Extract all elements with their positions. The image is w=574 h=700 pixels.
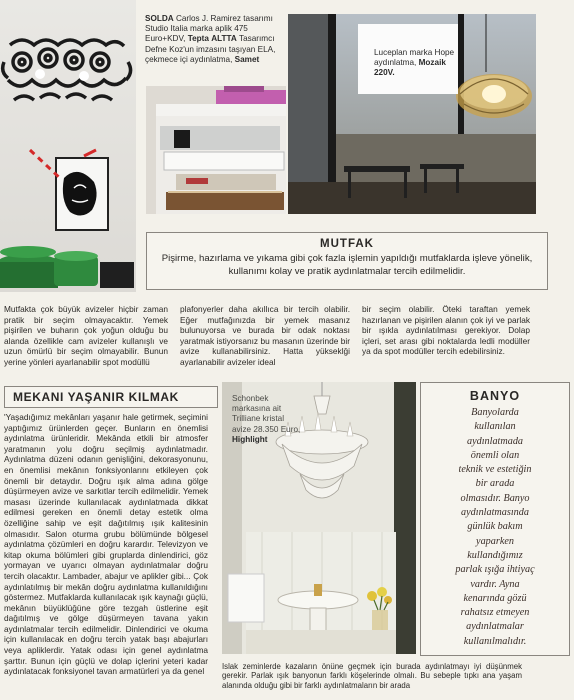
hope-lamp-illustration: [288, 14, 536, 214]
banyo-line: rahatsız etmeyen: [460, 607, 530, 619]
solda-brand: Tepta: [187, 34, 209, 44]
banyo-line: kullandığımız: [467, 549, 523, 561]
banyo-line: aydınlatmalar: [466, 621, 524, 633]
banyo-line: Banyolarda: [471, 407, 519, 418]
banyo-line: aydınlatmada: [466, 435, 524, 447]
solda-caption: [145, 14, 285, 65]
mutfak-box: [146, 232, 548, 290]
hope-brand: Mozaik: [418, 58, 446, 68]
banyo-line: kenarında gözü: [463, 592, 527, 604]
solda-text: Carlos J. Ramirez tasarımı Studio Italia marka aplik 475 Euro+KDV,: [145, 14, 273, 44]
wall-lamp-photo: [0, 0, 136, 292]
mutfak-column-3: bir seçim olabilir. Öteki taraftan yemek hazırlanan ve pişirilen alanın çok iyi ve parlak bir ışıkla aydınlatılması gerekiyor. Dolap içleri, set arası gibi noktalarda ledli modüller ya da spot modüller tercih edebilirsiniz.: [362, 304, 530, 357]
banyo-heading: BANYO: [469, 389, 521, 403]
banyo-line: olmasıdır. Banyo: [460, 492, 530, 504]
schonbek-caption: [232, 394, 302, 445]
mutfak-heading: MUTFAK: [320, 238, 374, 250]
hope-text: Luceplan marka Hope aydınlatma,: [374, 48, 455, 68]
hope-lamp-photo: [288, 14, 536, 214]
banyo-line: yaparken: [476, 535, 514, 547]
mutfak-column-2: plafonyerler daha akıllıca bir tercih olabilir. Eğer mutfağınızda bir yemek masanız bulunuyorsa ve burada bir odak noktası yaratmak istiyorsanız bu masanın üzerinde bir avize kullanabilirsiniz. Hatta yükseklği ayarlanabilir avizeler ideal: [180, 304, 350, 367]
drawer-photo: [146, 86, 286, 214]
solda-label: SOLDA: [145, 14, 174, 23]
drawer-illustration: [146, 86, 286, 214]
banyo-line: vardır. Ayna: [470, 578, 520, 590]
bathroom-photo: [222, 382, 416, 654]
banyo-box: [420, 382, 570, 656]
banyo-text: [421, 406, 569, 649]
banyo-line: aydınlatmasında: [461, 507, 529, 519]
hope-caption: [374, 48, 460, 79]
banyo-line: önemli olan: [470, 449, 520, 461]
altta-text: Tasarımcı Defne Koz'un imzasını taşıyan ELA, çekmece içi aydınlatma,: [145, 34, 276, 64]
schonbek-text: Schonbek markasına ait Trilliane kristal avize 28.350 Euro,: [232, 394, 301, 434]
banyo-line: teknik ve estetiğin: [458, 464, 532, 476]
altta-label: ALTTA: [211, 34, 237, 44]
hope-price: 220V.: [374, 68, 395, 78]
mekan-text: 'Yaşadığımız mekânları yaşanır hale getirmek, seçimini yaptığımız ürünlerden geçer. Bunların en önemlisi aydınlatma ürünleridir. Mekânda etkili bir atmosfer yaratmanın yolu doğru seçilmiş aydınlatmadır. Aydınlatma düzeni odanın genişliğini, dekorasyonunu, en önemlisi mekânın fonksiyonlarını etkileyen çok önemli bir detaydır. Doğru ışık alma adına gölge düşürmeyen avize ve sarkıtlar tercih edilmelidir. Yemek masası üzerinde kullanılacak aydınlatmada dikkat edilmesi gereken en önemli detay estetik olma özelliğine sahip ve eşit dağıtılmış ışık kalitesinin olmasıdır. Salon oturma grubu bölümünde bölgesel aydınlatma çözümleri en doğru karardır. Televizyon ve kitap okuma bölümleri gibi gruplarda dinlendirici, göz yormayan ve uyarıcı olmayan aydınlatmalar doğru tercih olacaktır. Lambader, abajur ve aplikler gibi... Çok aydınlatılmış bir mekân doğru aydınlatma kullanıldığını göstermez. Mutfaklarda kullanılacak ışık kaynağı güçlü, mekânın büyüklüğüne göre tezgah üstlerine eşit dağıtılmış ve gölge düşürmeyen tavana yakın aydınlatmalar tercih edilmelidir. Dinlendirici ve okuma için kullanılacak en doğru tercih yatak başı abajurları veya apliklerdir. Yatak odası için genel aydınlatma şarttır. Bunun için güçlü ve dolap içlerini yeteri kadar aydınlatacak fonksiyonel tavan armatürleri ya da genel: [4, 412, 208, 677]
banyo-line: bir arada: [475, 478, 515, 490]
banyo-line: kullanılmalıdır.: [463, 635, 527, 647]
banyo-line: kullanılan: [474, 421, 516, 433]
banyo-line: günlük bakım: [467, 521, 523, 533]
altta-brand: Samet: [234, 54, 260, 64]
schonbek-brand: Highlight: [232, 434, 268, 444]
banyo-line: parlak ışığa ihtiyaç: [455, 564, 535, 576]
wall-lamp-illustration: [0, 0, 136, 292]
mekan-heading-box: [4, 386, 218, 408]
mekan-heading: MEKANI YAŞANIR KILMAK: [13, 390, 179, 404]
banyo-photo-caption: Islak zeminlerde kazaların önüne geçmek için burada aydınlatmayı iyi düşünmek gerekir. Parlak ışık banyonun farklı köşelerinde olmalı. Bu sebeple tıpkı ana yaşam alanında olduğu gibi bir farklı aydınlatmaların bir arada: [222, 662, 522, 690]
mutfak-column-1: Mutfakta çok büyük avizeler hiçbir zaman pratik bir seçim olmayacaktır. Yemek pişirilen ve buharın çok yoğun olduğu bu alanda özellikle cam avizeler kullanışlı ve uzun ömürlü bir seçim olmayabilir. Bunun yerine yönleri ayarlanabilir spot modüllü: [4, 304, 168, 367]
mutfak-intro: Pişirme, hazırlama ve yıkama gibi çok fazla işlemin yapıldığı mutfaklarda işleve yönelik, kullanımı kolay ve pratik aydınlatmalar tercih edilmelidir.: [161, 253, 533, 277]
